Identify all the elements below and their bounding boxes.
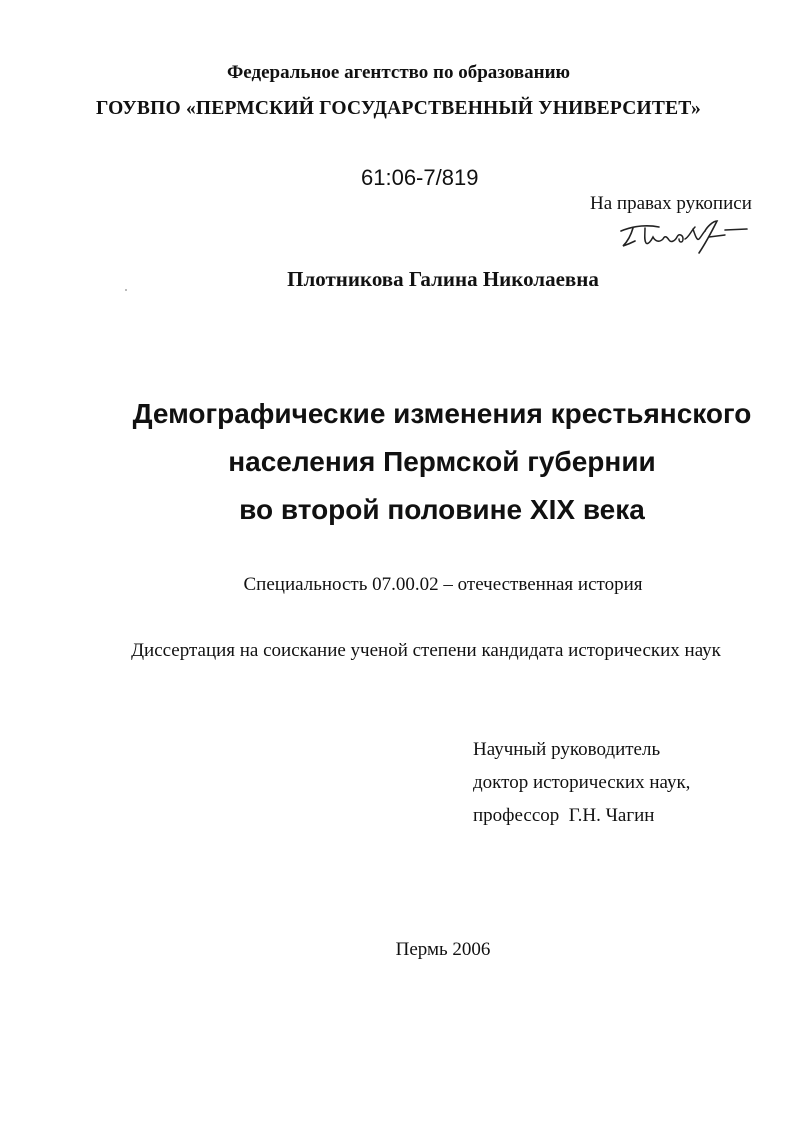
dissertation-title-line-1: Демографические изменения крестьянского bbox=[132, 398, 752, 429]
dissertation-title-line-3: во второй половине XIX века bbox=[239, 494, 645, 525]
advisor-role: Научный руководитель bbox=[473, 739, 661, 760]
agency-heading: Федеральное агентство по образованию bbox=[226, 62, 571, 83]
scan-speck bbox=[125, 289, 127, 291]
dissertation-title-line-2: населения Пермской губернии bbox=[228, 446, 656, 477]
place-year: Пермь 2006 bbox=[395, 939, 491, 960]
advisor-name: профессор Г.Н. Чагин bbox=[473, 805, 655, 826]
rights-note: На правах рукописи bbox=[590, 193, 752, 214]
author-name: Плотникова Галина Николаевна bbox=[287, 267, 599, 291]
dissertation-degree-line: Диссертация на соискание ученой степени кандидата исторических наук bbox=[131, 640, 721, 661]
specialty-line: Специальность 07.00.02 – отечественная история bbox=[243, 574, 643, 595]
catalog-number: 61:06-7/819 bbox=[361, 165, 479, 190]
advisor-degree: доктор исторических наук, bbox=[473, 772, 691, 793]
handwritten-signature bbox=[615, 215, 755, 257]
university-heading: ГОУВПО «ПЕРМСКИЙ ГОСУДАРСТВЕННЫЙ УНИВЕРСИТЕТ» bbox=[96, 98, 701, 119]
